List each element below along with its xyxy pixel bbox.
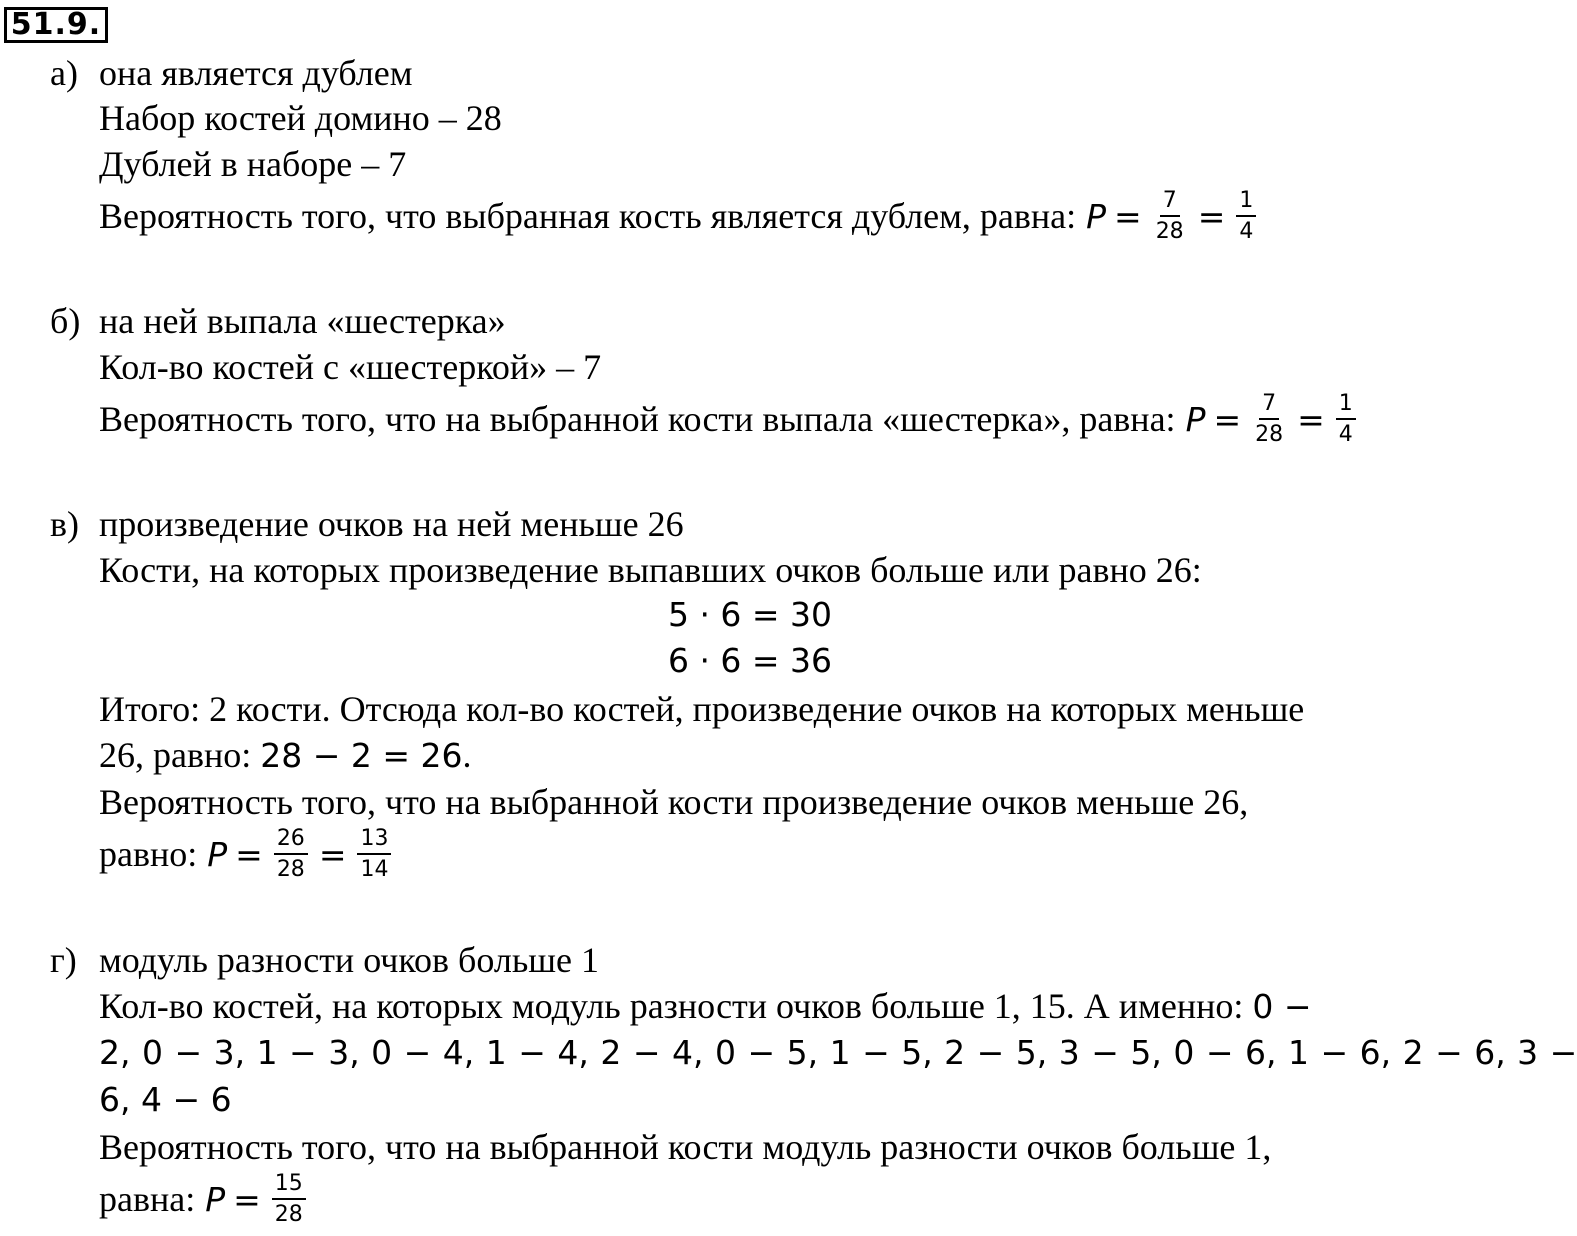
numerator: 15 [272, 1171, 306, 1200]
p-symbol: P [207, 834, 228, 874]
numerator: 13 [357, 826, 391, 855]
part-c-line3 [99, 737, 472, 773]
equals-sign: = [1297, 399, 1325, 439]
part-d-line5-text: равна: [99, 1179, 196, 1220]
problem-number: 51.9. [4, 7, 108, 43]
part-d-line2-math: 2, 0 − 3, 1 − 3, 0 − 4, 1 − 4, 2 − 4, 0 − 5, 1 − 5, 2 − 5, 3 − 5, 0 − 6, 1 − 6, 2 − 6, 3 − [99, 1033, 1577, 1072]
equals-sign: = [1213, 399, 1242, 439]
part-a-line2: Дублей в наборе – 7 [99, 144, 407, 184]
part-c-line2: Итого: 2 кости. Отсюда кол-во костей, произведение очков на которых меньше [99, 689, 1305, 729]
fraction [1153, 188, 1187, 245]
part-c-line4: Вероятность того, что на выбранной кости произведение очков меньше 26, [99, 782, 1249, 822]
part-a-prob-text: Вероятность того, что выбранная кость является дублем, равна: [99, 196, 1077, 237]
part-b-line1: Кол-во костей с «шестеркой» – 7 [99, 347, 602, 387]
part-d-line4: Вероятность того, что на выбранной кости модуль разности очков больше 1, [99, 1127, 1272, 1167]
part-b-label: б) [50, 301, 81, 341]
numerator: 26 [274, 826, 308, 855]
part-d-line3-math: 6, 4 − 6 [99, 1080, 232, 1119]
p-symbol: P [1185, 399, 1206, 439]
fraction [357, 826, 391, 883]
part-d-probability [99, 1171, 309, 1228]
equals-sign: = [1197, 196, 1226, 236]
part-c-label: в) [50, 504, 79, 544]
part-c-title: произведение очков на ней меньше 26 [99, 504, 684, 544]
fraction [1252, 391, 1286, 448]
fraction [272, 1171, 306, 1228]
part-a-title: она является дублем [99, 53, 413, 93]
numerator: 1 [1236, 188, 1256, 217]
denominator: 14 [360, 857, 389, 883]
p-symbol: P [205, 1179, 226, 1219]
part-c-line5-text: равно: [99, 834, 198, 875]
part-a-probability [99, 188, 1259, 245]
equals-sign: = [318, 834, 347, 874]
part-d-label: г) [50, 940, 77, 980]
part-b-probability [99, 391, 1359, 448]
part-c-line3-math: 28 − 2 = 26 [260, 736, 463, 775]
fraction [274, 826, 308, 883]
fraction [1336, 391, 1356, 448]
equals-sign: = [235, 834, 263, 874]
denominator: 28 [1255, 422, 1284, 448]
denominator: 28 [276, 857, 305, 883]
numerator: 7 [1259, 391, 1279, 420]
numerator: 7 [1160, 188, 1180, 217]
equals-sign: = [1114, 196, 1142, 236]
part-b-prob-text: Вероятность того, что на выбранной кости выпала «шестерка», равна: [99, 399, 1176, 440]
part-c-line3-text: 26, равно: [99, 735, 252, 775]
part-a-line1: Набор костей домино – 28 [99, 98, 502, 138]
denominator: 4 [1239, 219, 1254, 245]
part-d-title: модуль разности очков больше 1 [99, 940, 599, 980]
part-c-probability [99, 826, 394, 883]
part-c-line1: Кости, на которых произведение выпавших очков больше или равно 26: [99, 550, 1202, 590]
period: . [462, 735, 472, 775]
part-b-title: на ней выпала «шестерка» [99, 301, 506, 341]
denominator: 4 [1338, 422, 1353, 448]
part-c-equation-1: 5 · 6 = 30 [667, 595, 833, 634]
part-d-line1-text: Кол-во костей, на которых модуль разности очков больше 1, 15. А именно: [99, 986, 1244, 1026]
part-d-line1 [99, 988, 1312, 1024]
part-c-equation-2: 6 · 6 = 36 [667, 641, 833, 680]
part-d-line1-math: 0 − [1252, 987, 1312, 1026]
denominator: 28 [274, 1202, 303, 1228]
part-a-label: а) [50, 53, 78, 93]
denominator: 28 [1155, 219, 1184, 245]
p-symbol: P [1086, 196, 1107, 236]
numerator: 1 [1336, 391, 1356, 420]
equals-sign: = [233, 1179, 261, 1219]
fraction [1236, 188, 1256, 245]
